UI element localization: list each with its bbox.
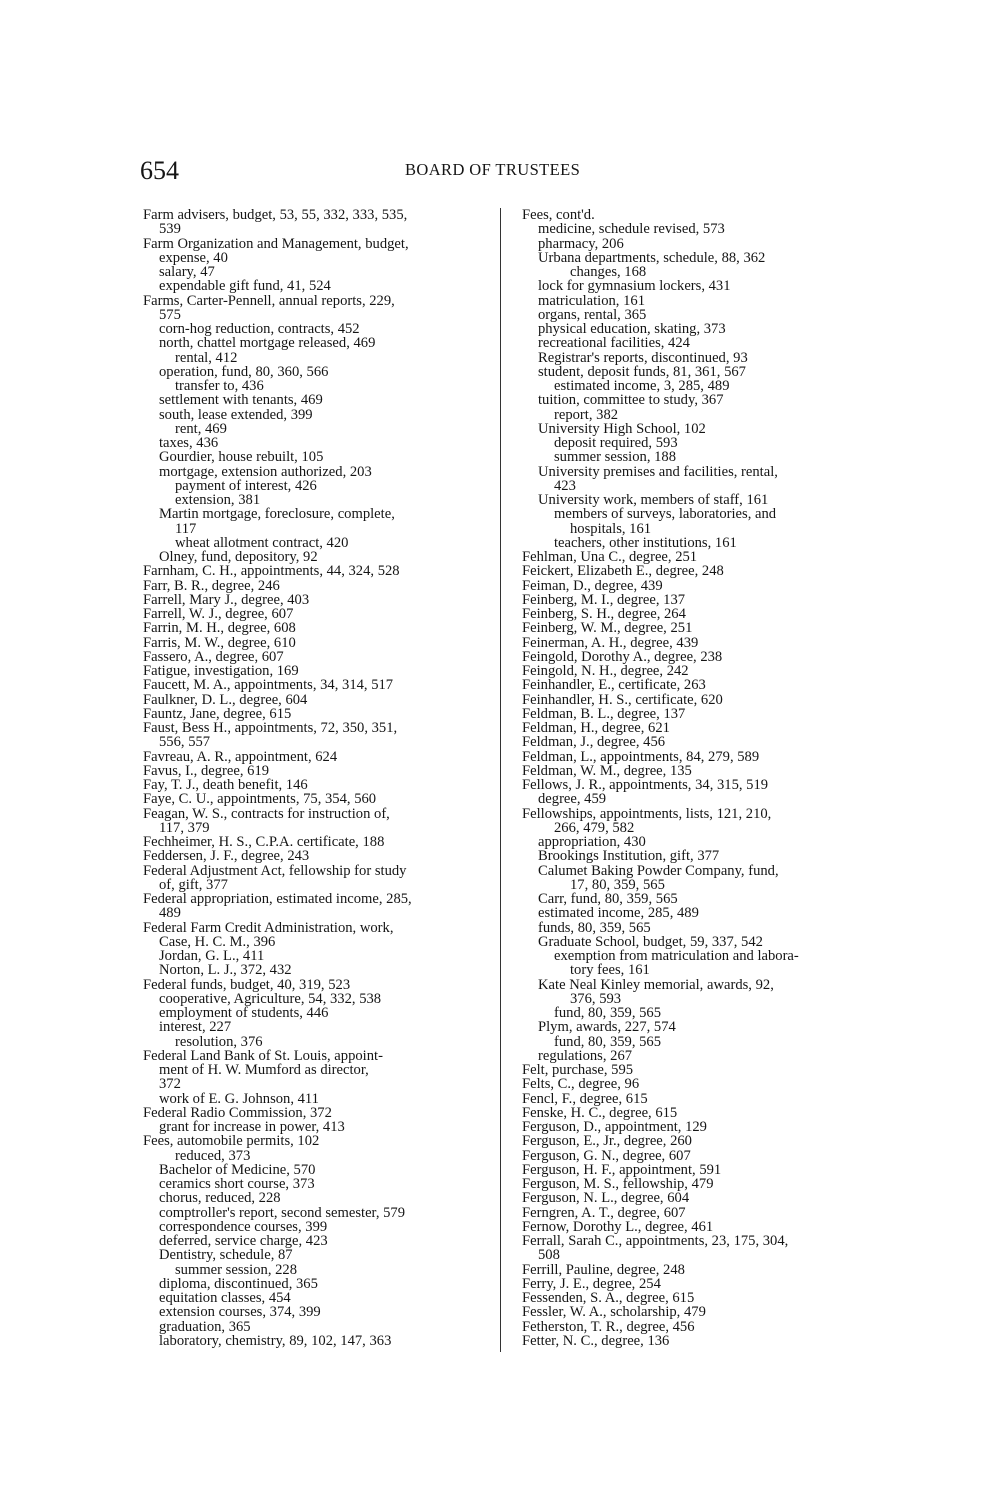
index-subentry: employment of students, 446 [159,1005,329,1021]
index-subentry: Dentistry, schedule, 87 [159,1247,293,1264]
index-entry: Feinhandler, H. S., certificate, 620 [522,691,723,708]
index-subentry: settlement with tenants, 469 [159,392,323,409]
index-subentry: members of surveys, laboratories, and [554,506,777,523]
index-subentry: graduation, 365 [159,1318,251,1335]
index-entry: Feiman, D., degree, 439 [522,577,663,594]
index-entry: Ferguson, E., Jr., degree, 260 [522,1133,692,1150]
index-subentry: north, chattel mortgage released, 469 [159,335,376,352]
index-subentry: work of E. G. Johnson, 411 [159,1090,319,1107]
index-entry: Fernow, Dorothy L., degree, 461 [522,1218,714,1235]
index-subentry: estimated income, 285, 489 [538,905,699,922]
index-subentry: tory fees, 161 [570,962,650,979]
index-subentry: 372 [159,1076,181,1093]
index-entry: Felts, C., degree, 96 [522,1076,640,1093]
index-entry: Fehlman, Una C., degree, 251 [522,549,698,565]
index-subentry: Bachelor of Medicine, 570 [159,1161,316,1178]
index-entry: Faust, Bess H., appointments, 72, 350, 351, [143,720,398,736]
index-entry: Feinberg, W. M., degree, 251 [522,620,693,637]
index-entry: Farm Organization and Management, budget, [143,235,409,252]
index-subentry: Brookings Institution, gift, 377 [538,848,720,865]
index-subentry: expense, 40 [159,249,228,266]
index-subentry: 117 [175,520,197,537]
index-entry: Fetherston, T. R., degree, 456 [522,1318,695,1335]
index-entry: Feldman, B. L., degree, 137 [522,705,686,722]
index-entry: Farm advisers, budget, 53, 55, 332, 333, 535, [143,207,408,223]
index-subentry: corn-hog reduction, contracts, 452 [159,321,360,337]
index-subentry: recreational facilities, 424 [538,335,690,352]
index-subentry: funds, 80, 359, 565 [538,919,651,936]
index-entry: Fencl, F., degree, 615 [522,1090,648,1107]
index-entry: Faye, C. U., appointments, 75, 354, 560 [143,791,377,808]
index-subentry: Gourdier, house rebuilt, 105 [159,449,324,466]
index-subentry: 266, 479, 582 [554,819,635,836]
index-entry: Feingold, Dorothy A., degree, 238 [522,648,723,665]
index-subentry: 508 [538,1247,560,1264]
index-subentry: 489 [159,905,181,922]
index-subentry: ment of H. W. Mumford as director, [159,1062,369,1078]
index-subentry: physical education, skating, 373 [538,321,726,337]
index-subentry: teachers, other institutions, 161 [554,534,737,551]
index-subentry: appropriation, 430 [538,834,646,850]
index-entry: Ferrall, Sarah C., appointments, 23, 175, 304, [522,1233,789,1249]
index-subentry: 556, 557 [159,734,211,751]
index-entry: Farnham, C. H., appointments, 44, 324, 528 [143,563,400,580]
index-subentry: reduced, 373 [175,1147,251,1164]
index-subentry: Martin mortgage, foreclosure, complete, [159,506,395,523]
index-entry: Fassero, A., degree, 607 [143,648,284,665]
index-subentry: student, deposit funds, 81, 361, 567 [538,363,746,380]
index-subentry: extension courses, 374, 399 [159,1304,321,1321]
index-entry: Fessenden, S. A., degree, 615 [522,1290,695,1306]
index-entry: Faucett, M. A., appointments, 34, 314, 517 [143,677,394,694]
index-subentry: exemption from matriculation and labora- [554,948,799,964]
index-entry: Favreau, A. R., appointment, 624 [143,748,338,765]
index-entry: Feinberg, S. H., degree, 264 [522,606,686,622]
index-entry: Ferguson, N. L., degree, 604 [522,1190,690,1207]
page-number: 654 [140,156,179,185]
index-subentry: payment of interest, 426 [175,477,317,494]
index-entry: Ferngren, A. T., degree, 607 [522,1204,686,1221]
index-entry: Federal Land Bank of St. Louis, appoint- [143,1047,383,1064]
index-subentry: 575 [159,306,181,323]
index-subentry: of, gift, 377 [159,876,228,893]
index-subentry: Urbana departments, schedule, 88, 362 [538,249,766,266]
index-subentry: hospitals, 161 [570,520,652,537]
index-subentry: correspondence courses, 399 [159,1218,328,1235]
index-subentry: Olney, fund, depository, 92 [159,549,318,565]
index-subentry: interest, 227 [159,1019,232,1036]
index-subentry: 117, 379 [159,819,210,836]
index-entry: Ferrill, Pauline, degree, 248 [522,1261,685,1278]
index-entry: Fees, cont'd. [522,207,595,223]
index-subentry: salary, 47 [159,264,215,280]
index-entry: Fauntz, Jane, degree, 615 [143,705,292,722]
index-entry: Ferguson, G. N., degree, 607 [522,1147,691,1164]
index-subentry: transfer to, 436 [175,378,264,394]
index-subentry: Kate Neal Kinley memorial, awards, 92, [538,976,774,993]
index-entry: Farrell, W. J., degree, 607 [143,606,294,622]
index-subentry: rental, 412 [175,349,238,366]
index-entry: Federal Radio Commission, 372 [143,1104,332,1121]
index-subentry: changes, 168 [570,264,647,280]
index-entry: Ferguson, M. S., fellowship, 479 [522,1176,714,1192]
index-subentry: Norton, L. J., 372, 432 [159,962,292,979]
index-subentry: taxes, 436 [159,435,219,451]
index-subentry: summer session, 228 [175,1261,298,1278]
index-entry: Farrin, M. H., degree, 608 [143,620,296,637]
index-entry: Ferguson, H. F., appointment, 591 [522,1161,722,1178]
index-entry: Feingold, N. H., degree, 242 [522,663,689,679]
index-subentry: resolution, 376 [175,1033,263,1050]
index-entry: Feldman, W. M., degree, 135 [522,762,692,779]
index-subentry: Carr, fund, 80, 359, 565 [538,891,678,907]
index-subentry: Case, H. C. M., 396 [159,933,276,950]
index-entry: Farrell, Mary J., degree, 403 [143,591,310,608]
running-title: BOARD OF TRUSTEES [405,160,581,179]
index-entry: Fetter, N. C., degree, 136 [522,1332,670,1349]
index-subentry: Jordan, G. L., 411 [159,948,265,964]
index-entry: Fay, T. J., death benefit, 146 [143,777,308,793]
index-subentry: Registrar's reports, discontinued, 93 [538,349,748,366]
index-entry: Faulkner, D. L., degree, 604 [143,691,308,708]
index-column-left [143,208,485,1348]
index-subentry: extension, 381 [175,492,261,508]
index-subentry: equitation classes, 454 [159,1290,291,1306]
index-subentry: report, 382 [554,406,619,423]
index-subentry: chorus, reduced, 228 [159,1190,281,1207]
index-subentry: expendable gift fund, 41, 524 [159,278,331,295]
index-subentry: pharmacy, 206 [538,235,624,252]
index-entry: Federal appropriation, estimated income, 285, [143,891,412,907]
index-entry: Feinberg, M. I., degree, 137 [522,591,686,608]
index-entry: Favus, I., degree, 619 [143,762,270,779]
index-entry: Federal Farm Credit Administration, work, [143,919,394,936]
index-entry: Fees, automobile permits, 102 [143,1133,320,1150]
index-subentry: estimated income, 3, 285, 489 [554,378,730,394]
index-column-right [522,208,864,1348]
index-entry: Farr, B. R., degree, 246 [143,577,280,594]
index-subentry: fund, 80, 359, 565 [554,1033,662,1050]
index-subentry: 423 [554,477,576,494]
index-subentry: mortgage, extension authorized, 203 [159,463,372,480]
index-subentry: fund, 80, 359, 565 [554,1005,662,1021]
column-divider [500,208,501,1352]
index-subentry: matriculation, 161 [538,292,645,309]
index-subentry: operation, fund, 80, 360, 566 [159,363,329,380]
index-entry: Fellowships, appointments, lists, 121, 210, [522,805,772,822]
index-subentry: lock for gymnasium lockers, 431 [538,278,731,295]
index-subentry: cooperative, Agriculture, 54, 332, 538 [159,990,382,1007]
index-subentry: deposit required, 593 [554,435,678,451]
index-subentry: diploma, discontinued, 365 [159,1275,318,1292]
index-entry: Feinerman, A. H., degree, 439 [522,634,699,651]
index-subentry: University premises and facilities, rental, [538,463,778,480]
index-entry: Federal funds, budget, 40, 319, 523 [143,976,351,993]
index-entry: Ferry, J. E., degree, 254 [522,1275,661,1292]
index-subentry: organs, rental, 365 [538,306,647,323]
index-entry: Fatigue, investigation, 169 [143,663,299,679]
index-subentry: rent, 469 [175,420,227,437]
index-entry: Feldman, J., degree, 456 [522,734,666,751]
index-subentry: University work, members of staff, 161 [538,492,769,508]
index-subentry: regulations, 267 [538,1047,633,1064]
index-entry: Feickert, Elizabeth E., degree, 248 [522,563,724,580]
index-entry: Feldman, H., degree, 621 [522,720,670,736]
index-entry: Ferguson, D., appointment, 129 [522,1119,707,1135]
index-subentry: ceramics short course, 373 [159,1176,315,1192]
index-entry: Farris, M. W., degree, 610 [143,634,296,651]
index-subentry: wheat allotment contract, 420 [175,534,349,551]
index-subentry: summer session, 188 [554,449,677,466]
index-subentry: degree, 459 [538,791,607,808]
index-entry: Feldman, L., appointments, 84, 279, 589 [522,748,760,765]
index-subentry: south, lease extended, 399 [159,406,313,423]
index-entry: Federal Adjustment Act, fellowship for study [143,862,407,879]
index-entry: Felt, purchase, 595 [522,1062,634,1078]
index-subentry: laboratory, chemistry, 89, 102, 147, 363 [159,1332,392,1349]
index-subentry: medicine, schedule revised, 573 [538,221,725,238]
index-subentry: 17, 80, 359, 565 [570,876,665,893]
index-entry: Farms, Carter-Pennell, annual reports, 229, [143,292,395,309]
index-entry: Feagan, W. S., contracts for instruction of, [143,805,390,822]
index-entry: Fechheimer, H. S., C.P.A. certificate, 188 [143,834,385,850]
index-subentry: deferred, service charge, 423 [159,1233,328,1249]
index-subentry: Graduate School, budget, 59, 337, 542 [538,933,763,950]
index-entry: Fellows, J. R., appointments, 34, 315, 519 [522,777,769,793]
index-entry: Fenske, H. C., degree, 615 [522,1104,678,1121]
index-subentry: 376, 593 [570,990,622,1007]
index-subentry: 539 [159,221,181,238]
index-subentry: Calumet Baking Powder Company, fund, [538,862,779,879]
index-subentry: University High School, 102 [538,420,706,437]
index-entry: Fessler, W. A., scholarship, 479 [522,1304,706,1321]
index-subentry: grant for increase in power, 413 [159,1119,345,1135]
index-entry: Feddersen, J. F., degree, 243 [143,848,310,865]
index-entry: Feinhandler, E., certificate, 263 [522,677,706,694]
index-subentry: comptroller's report, second semester, 579 [159,1204,406,1221]
index-subentry: Plym, awards, 227, 574 [538,1019,676,1036]
index-subentry: tuition, committee to study, 367 [538,392,724,409]
